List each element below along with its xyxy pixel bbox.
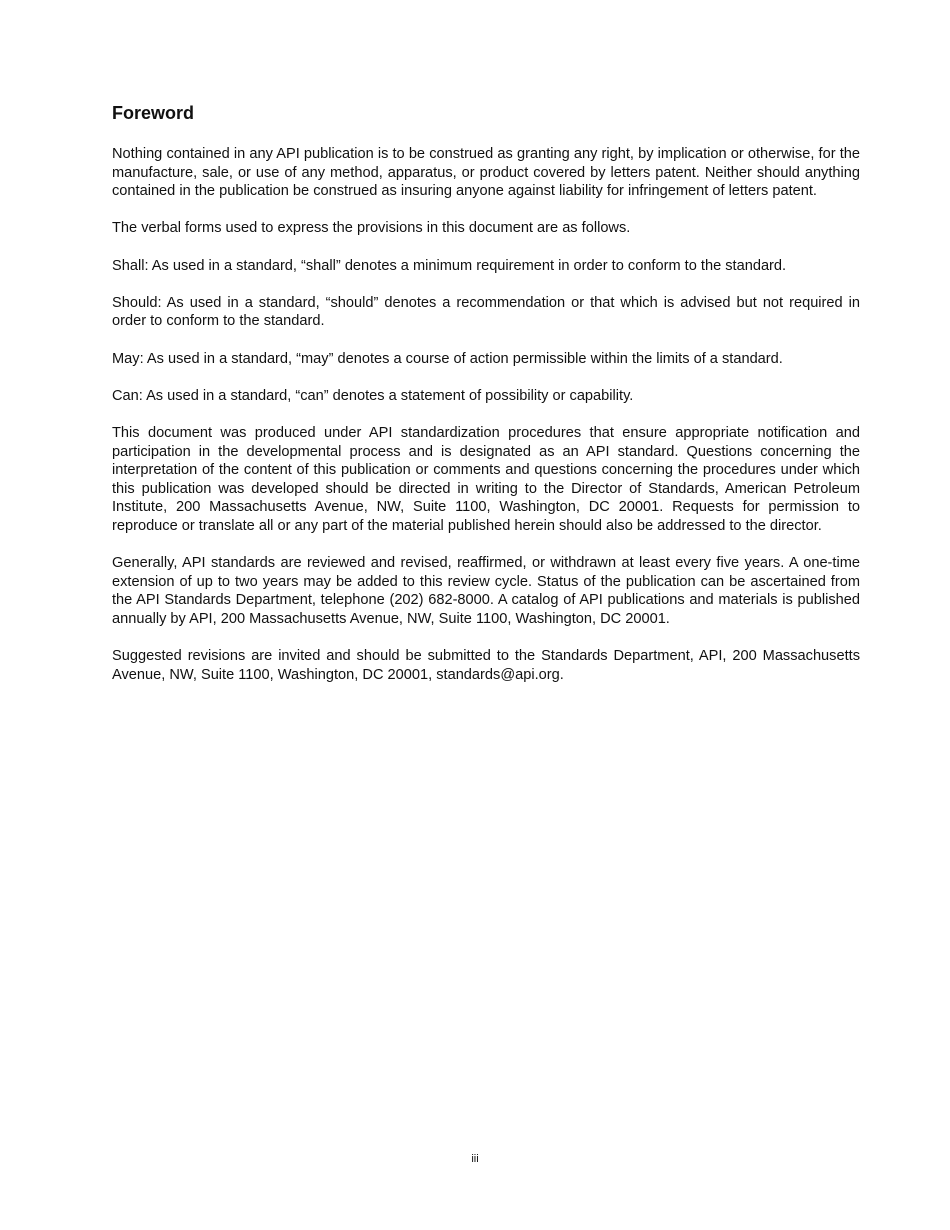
- paragraph-should-definition: Should: As used in a standard, “should” denotes a recommendation or that which is advised but not required in order to conform to the standard.: [112, 294, 860, 330]
- paragraph-may-definition: May: As used in a standard, “may” denotes a course of action permissible within the limits of a standard.: [112, 350, 783, 367]
- paragraph-verbal-forms-intro: The verbal forms used to express the provisions in this document are as follows.: [112, 220, 631, 237]
- page-title: Foreword: [112, 103, 195, 123]
- paragraph-suggested-revisions: Suggested revisions are invited and should be submitted to the Standards Department, API, 200 Massachusetts Avenue, NW, Suite 1100, Washington, DC 20001, standards@api.org.: [112, 648, 860, 683]
- paragraph-standardization-procedures: This document was produced under API standardization procedures that ensure appropriate notification and participation in the developmental process and is designated as an API standard. Questions concerning the interpretation of the content of this publication or comments and questions concerning the procedures under which this publication was developed should be directed in writing to the Director of Standards, American Petroleum Institute, 200 Massachusetts Avenue, NW, Suite 1100, Washington, DC 20001. Requests for permission to reproduce or translate all or any part of the material published herein should also be addressed to the director.: [112, 424, 860, 534]
- page-body: [112, 100, 860, 703]
- paragraph-shall-definition: Shall: As used in a standard, “shall” denotes a minimum requirement in order to conform to the standard.: [112, 257, 787, 274]
- paragraph-review-cycle: Generally, API standards are reviewed and revised, reaffirmed, or withdrawn at least every five years. A one-time extension of up to two years may be added to this review cycle. Status of the publication can be ascertained from the API Standards Department, telephone (202) 682-8000. A catalog of API publications and materials is published annually by API, 200 Massachusetts Avenue, NW, Suite 1100, Washington, DC 20001.: [112, 555, 860, 627]
- paragraph-can-definition: Can: As used in a standard, “can” denotes a statement of possibility or capability.: [112, 387, 634, 404]
- page-number: iii: [471, 1153, 479, 1165]
- paragraph-patent-disclaimer: Nothing contained in any API publication is to be construed as granting any right, by implication or otherwise, for the manufacture, sale, or use of any method, apparatus, or product covered by letters patent. Neither should anything contained in the publication be construed as insuring anyone against liability for infringement of letters patent.: [112, 146, 860, 200]
